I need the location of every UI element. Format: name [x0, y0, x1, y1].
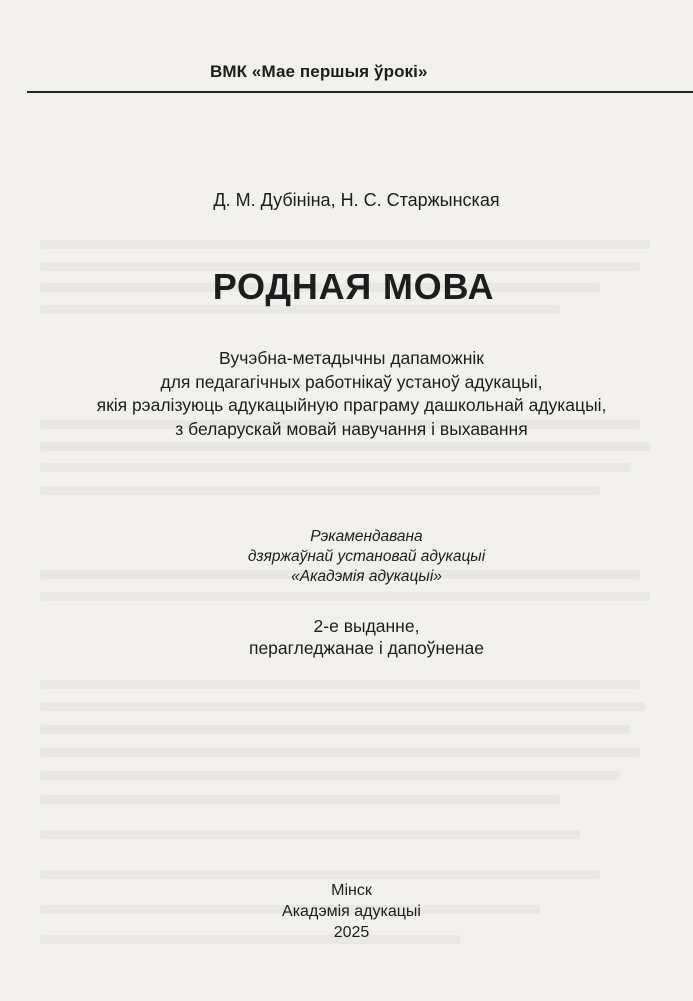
imprint-year: 2025	[333, 924, 370, 941]
subtitle-line: якія рэалізуюць адукацыйную праграму дашкольнай адукацыі,	[96, 395, 607, 415]
recommendation-note	[0, 527, 693, 587]
recommendation-line: «Акадэмія адукацыі»	[291, 568, 442, 585]
book-title: РОДНАЯ МОВА	[212, 266, 495, 307]
header-divider	[27, 91, 693, 93]
imprint	[0, 880, 693, 943]
edition-note	[0, 615, 693, 659]
edition-line: 2-е выданне,	[313, 616, 420, 636]
subtitle-line: з беларускай мовай навучання і выхавання	[175, 418, 528, 439]
subtitle-line: для педагагічных работнікаў устаноў адукацыі,	[160, 371, 543, 392]
imprint-city: Мінск	[331, 882, 372, 899]
imprint-publisher: Акадэмія адукацыі	[282, 903, 421, 920]
authors: Д. М. Дубініна, Н. С. Старжынская	[213, 190, 500, 210]
recommendation-line: дзяржаўнай установай адукацыі	[247, 548, 486, 565]
subtitle-line: Вучэбна-метадычны дапаможнік	[219, 348, 484, 368]
recommendation-line: Рэкамендавана	[310, 528, 423, 545]
edition-line: перагледжанае і дапоўненае	[248, 638, 485, 658]
book-subtitle	[0, 347, 693, 441]
series-header: ВМК «Мае першыя ўрокі»	[210, 62, 428, 81]
